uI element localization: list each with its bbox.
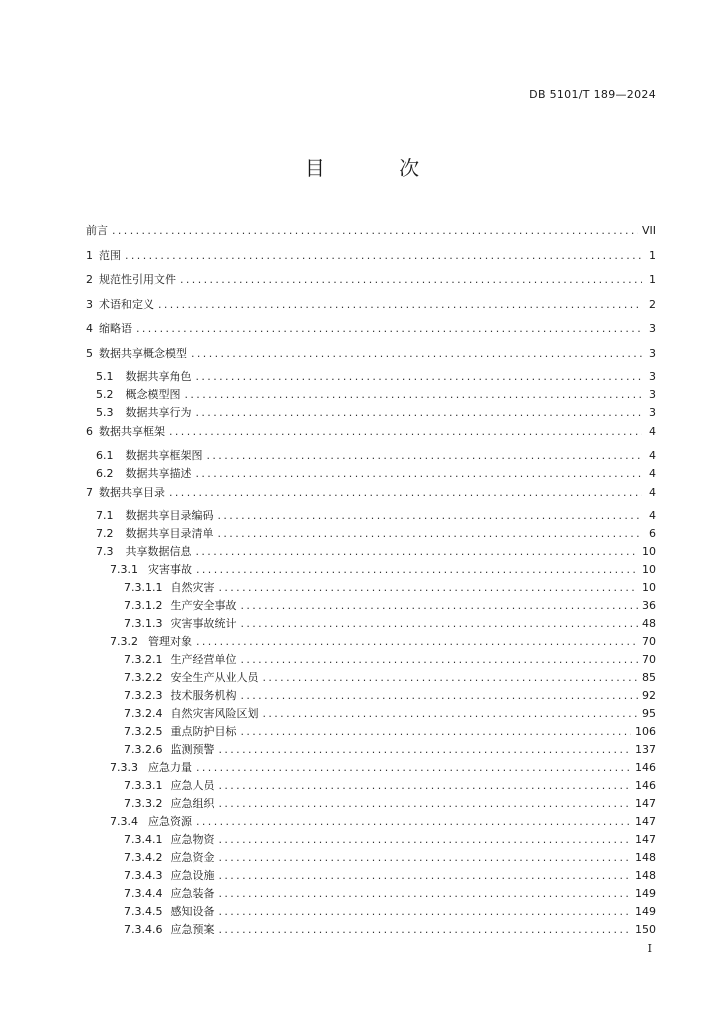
toc-entry-number: 7.3.2.6: [124, 743, 163, 756]
toc-entry-page: 3: [649, 346, 656, 360]
toc-entry-title: 技术服务机构: [170, 689, 237, 702]
toc-dot-leader: [218, 581, 638, 595]
toc-entry-page: 148: [635, 869, 656, 882]
toc-entry-number: 1: [86, 248, 93, 262]
toc-dot-leader: [196, 545, 639, 559]
toc-entry-title: 应急装备: [170, 887, 215, 900]
toc-dot-leader: [196, 467, 643, 481]
toc-entry-number: 7.3.2.4: [124, 707, 163, 720]
toc-dot-leader: [218, 797, 631, 811]
toc-entry-number: 7.1: [96, 509, 114, 522]
toc-entry[interactable]: [86, 481, 656, 506]
toc-entry-title: 应急组织: [170, 797, 215, 810]
toc-entry-number: 7.3.1: [110, 563, 138, 576]
toc-dot-leader: [196, 635, 638, 649]
toc-entry[interactable]: [86, 463, 656, 481]
toc-entry-page: 4: [649, 425, 656, 439]
toc-entry-number: 7.3.2.5: [124, 725, 163, 738]
toc-entry[interactable]: [86, 541, 656, 559]
toc-entry[interactable]: [86, 685, 656, 703]
toc-entry[interactable]: [86, 595, 656, 613]
toc-dot-leader: [207, 449, 643, 463]
toc-entry-page: 10: [642, 581, 656, 594]
toc-entry-page: 70: [642, 653, 656, 666]
toc-entry-title: 数据共享框架图: [125, 448, 203, 462]
toc-dot-leader: [240, 725, 631, 739]
toc-dot-leader: [218, 851, 631, 865]
toc-entry[interactable]: [86, 559, 656, 577]
toc-entry-page: 4: [649, 509, 656, 522]
toc-entry-number: 7.2: [96, 527, 114, 540]
toc-entry[interactable]: [86, 342, 656, 367]
table-of-contents: [86, 219, 656, 937]
toc-entry[interactable]: [86, 219, 656, 244]
toc-entry-page: 4: [649, 448, 656, 462]
toc-entry-page: 10: [642, 563, 656, 576]
toc-entry-page: 147: [635, 833, 656, 846]
toc-dot-leader: [218, 743, 631, 757]
toc-entry-page: 85: [642, 671, 656, 684]
toc-entry-title: 数据共享描述: [125, 466, 192, 480]
toc-entry-title: 感知设备: [170, 905, 215, 918]
toc-entry-page: 70: [642, 635, 656, 648]
toc-entry-title: 应急预案: [170, 923, 215, 936]
toc-entry-page: 2: [649, 297, 656, 311]
toc-entry-number: 7.3.1.1: [124, 581, 163, 594]
page-number: I: [647, 942, 652, 955]
toc-dot-leader: [196, 761, 631, 775]
toc-dot-leader: [218, 779, 631, 793]
toc-entry-title: 生产经营单位: [170, 653, 237, 666]
document-code: DB 5101/T 189—2024: [529, 88, 656, 101]
toc-entry-page: 10: [642, 545, 656, 558]
toc-entry-page: 36: [642, 599, 656, 612]
toc-entry-number: 7.3.1.3: [124, 617, 163, 630]
toc-entry-title: 自然灾害: [170, 581, 215, 594]
toc-dot-leader: [218, 833, 631, 847]
toc-entry-title: 应急人员: [170, 779, 215, 792]
toc-entry[interactable]: [86, 631, 656, 649]
toc-entry-title: 数据共享行为: [125, 406, 192, 419]
toc-entry-number: 7.3.3: [110, 761, 138, 774]
toc-entry-number: 6.1: [96, 448, 114, 462]
toc-entry[interactable]: [86, 901, 656, 919]
toc-entry-title: 概念模型图: [125, 388, 181, 401]
toc-dot-leader: [240, 617, 638, 631]
toc-entry[interactable]: [86, 445, 656, 463]
toc-entry-number: 7.3.3.1: [124, 779, 163, 792]
toc-entry-title: 应急力量: [148, 761, 192, 774]
toc-entry-title: 数据共享目录编码: [125, 509, 214, 522]
toc-entry-page: 92: [642, 689, 656, 702]
toc-entry-number: 7.3: [96, 545, 114, 558]
toc-entry-number: 5.1: [96, 370, 114, 383]
toc-entry-page: 6: [649, 527, 656, 540]
toc-entry-page: 137: [635, 743, 656, 756]
toc-dot-leader: [262, 671, 638, 685]
toc-entry[interactable]: [86, 293, 656, 318]
toc-entry-number: 5: [86, 346, 93, 360]
toc-entry-title: 数据共享框架: [99, 425, 165, 439]
toc-entry-title: 重点防护目标: [170, 725, 237, 738]
toc-entry-title: 灾害事故: [148, 563, 192, 576]
toc-entry-title: 共享数据信息: [125, 545, 192, 558]
toc-dot-leader: [240, 689, 638, 703]
toc-entry-number: 6: [86, 425, 93, 439]
toc-entry-number: 7.3.2.1: [124, 653, 163, 666]
toc-dot-leader: [196, 563, 638, 577]
toc-entry-number: 7.3.1.2: [124, 599, 163, 612]
toc-entry[interactable]: [86, 703, 656, 721]
toc-entry-page: 149: [635, 887, 656, 900]
toc-dot-leader: [169, 425, 642, 439]
toc-dot-leader: [218, 905, 631, 919]
toc-dot-leader: [218, 509, 643, 523]
toc-entry-number: 7.3.4.2: [124, 851, 163, 864]
toc-entry-page: 147: [635, 797, 656, 810]
toc-dot-leader: [158, 298, 642, 312]
toc-dot-leader: [125, 249, 642, 263]
toc-dot-leader: [196, 815, 631, 829]
toc-entry-title: 生产安全事故: [170, 599, 237, 612]
toc-entry-title: 规范性引用文件: [99, 273, 176, 287]
toc-entry-number: 7.3.4: [110, 815, 138, 828]
toc-entry-title: 管理对象: [148, 635, 192, 648]
toc-entry-number: 7.3.2.3: [124, 689, 163, 702]
toc-entry-title: 缩略语: [99, 322, 132, 336]
toc-entry[interactable]: [86, 847, 656, 865]
toc-entry-page: 106: [635, 725, 656, 738]
toc-entry[interactable]: [86, 384, 656, 402]
toc-entry[interactable]: [86, 811, 656, 829]
toc-entry-number: 4: [86, 322, 93, 336]
toc-dot-leader: [240, 599, 638, 613]
toc-entry-number: 7: [86, 485, 93, 499]
toc-entry[interactable]: [86, 366, 656, 384]
toc-entry-page: 3: [649, 406, 656, 419]
toc-entry-page: 146: [635, 779, 656, 792]
toc-entry-title: 灾害事故统计: [170, 617, 237, 630]
toc-entry-title: 监测预警: [170, 743, 215, 756]
toc-entry-page: 149: [635, 905, 656, 918]
toc-entry-title: 数据共享概念模型: [99, 346, 187, 360]
toc-dot-leader: [196, 406, 643, 420]
toc-entry[interactable]: [86, 667, 656, 685]
toc-entry-page: 95: [642, 707, 656, 720]
toc-entry-number: 7.3.3.2: [124, 797, 163, 810]
toc-entry[interactable]: [86, 613, 656, 631]
toc-entry-page: 148: [635, 851, 656, 864]
toc-entry-title: 数据共享角色: [125, 370, 192, 383]
toc-entry-page: 3: [649, 370, 656, 383]
toc-entry-title: 应急资源: [148, 815, 192, 828]
toc-entry-number: 7.3.4.5: [124, 905, 163, 918]
toc-dot-leader: [218, 527, 643, 541]
toc-dot-leader: [218, 869, 631, 883]
toc-entry[interactable]: [86, 865, 656, 883]
toc-entry-number: 5.3: [96, 406, 114, 419]
toc-dot-leader: [240, 653, 638, 667]
toc-entry-number: 7.3.4.6: [124, 923, 163, 936]
toc-dot-leader: [185, 388, 643, 402]
toc-dot-leader: [180, 273, 642, 287]
toc-entry-title: 前言: [86, 224, 108, 238]
toc-entry[interactable]: [86, 883, 656, 901]
toc-entry-number: 7.3.4.4: [124, 887, 163, 900]
toc-entry[interactable]: [86, 268, 656, 293]
toc-entry[interactable]: [86, 829, 656, 847]
toc-entry[interactable]: [86, 721, 656, 739]
toc-entry[interactable]: [86, 505, 656, 523]
toc-entry-page: 1: [649, 273, 656, 287]
toc-entry[interactable]: [86, 577, 656, 595]
toc-dot-leader: [218, 923, 631, 937]
toc-entry[interactable]: [86, 775, 656, 793]
toc-entry[interactable]: [86, 420, 656, 445]
toc-dot-leader: [218, 887, 631, 901]
toc-entry-title: 应急物资: [170, 833, 215, 846]
toc-entry[interactable]: [86, 739, 656, 757]
toc-entry-page: 150: [635, 923, 656, 936]
toc-entry[interactable]: [86, 523, 656, 541]
toc-entry-title: 自然灾害风险区划: [170, 707, 259, 720]
toc-entry-title: 应急资金: [170, 851, 215, 864]
toc-entry-page: 4: [649, 485, 656, 499]
toc-entry-page: 1: [649, 248, 656, 262]
toc-entry-number: 7.3.4.3: [124, 869, 163, 882]
toc-entry[interactable]: [86, 793, 656, 811]
toc-entry-number: 6.2: [96, 466, 114, 480]
toc-entry-page: 48: [642, 617, 656, 630]
toc-dot-leader: [136, 322, 642, 336]
toc-dot-leader: [196, 370, 643, 384]
toc-dot-leader: [191, 347, 642, 361]
toc-entry-title: 范围: [99, 248, 121, 262]
toc-entry-title: 应急设施: [170, 869, 215, 882]
toc-entry-title: 安全生产从业人员: [170, 671, 259, 684]
toc-entry-number: 5.2: [96, 388, 114, 401]
toc-entry-page: 4: [649, 466, 656, 480]
toc-entry[interactable]: [86, 649, 656, 667]
toc-title: 目 次: [304, 156, 454, 180]
toc-entry-number: 2: [86, 273, 93, 287]
toc-entry[interactable]: [86, 757, 656, 775]
toc-entry[interactable]: [86, 919, 656, 937]
toc-entry-page: 147: [635, 815, 656, 828]
toc-entry-page: 3: [649, 322, 656, 336]
toc-entry-title: 术语和定义: [99, 297, 154, 311]
toc-dot-leader: [112, 224, 638, 238]
toc-entry-number: 7.3.4.1: [124, 833, 163, 846]
toc-dot-leader: [262, 707, 638, 721]
toc-entry-title: 数据共享目录: [99, 485, 165, 499]
toc-entry-number: 7.3.2: [110, 635, 138, 648]
toc-entry[interactable]: [86, 317, 656, 342]
toc-entry[interactable]: [86, 402, 656, 420]
toc-entry-page: VII: [641, 224, 656, 238]
toc-entry[interactable]: [86, 244, 656, 269]
toc-entry-number: 3: [86, 297, 93, 311]
toc-entry-page: 3: [649, 388, 656, 401]
toc-entry-title: 数据共享目录清单: [125, 527, 214, 540]
toc-entry-page: 146: [635, 761, 656, 774]
toc-dot-leader: [169, 486, 642, 500]
toc-entry-number: 7.3.2.2: [124, 671, 163, 684]
